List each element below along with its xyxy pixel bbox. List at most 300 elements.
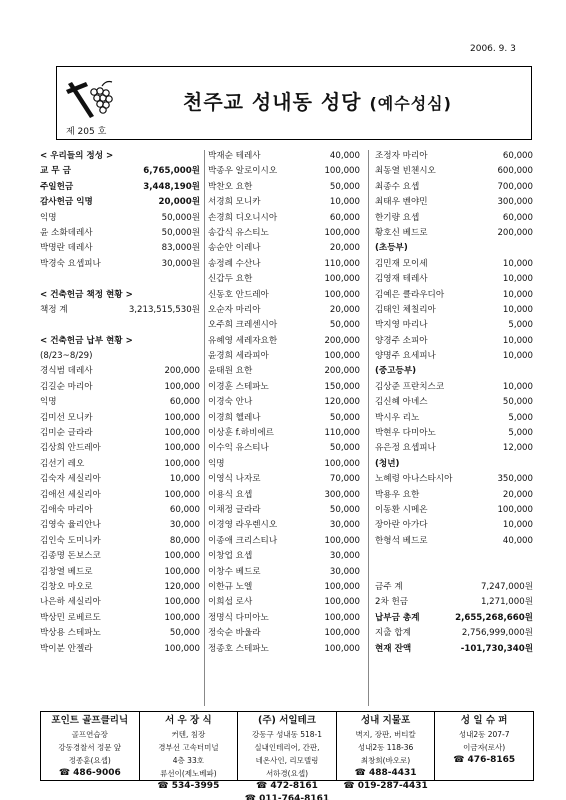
donation-amount: 200,000 (324, 335, 360, 346)
ad-detail: 네온사인, 리모델링 (255, 756, 319, 765)
column-left (40, 149, 200, 657)
donation-row (40, 411, 200, 426)
donation-amount: 10,000 (502, 351, 533, 362)
donation-amount: 3,213,515,530원 (128, 304, 200, 315)
donation-row (375, 503, 533, 518)
ad-business-name: 포인트 골프클리닉 (51, 715, 129, 726)
donor-name: < 우리들의 정성 > (40, 151, 114, 161)
donation-columns (40, 149, 540, 709)
donation-amount: 50,000 (329, 320, 360, 331)
donation-amount: 100,000 (497, 504, 533, 515)
donation-amount: 70,000 (329, 474, 360, 485)
donation-row (208, 626, 360, 641)
donation-row (375, 488, 533, 503)
donation-amount: 100,000 (164, 566, 200, 577)
donor-name: 박지영 마리나 (375, 320, 428, 331)
donor-name: 이영식 나자로 (208, 474, 261, 485)
donation-amount: 2,655,268,660원 (455, 612, 533, 623)
donor-name (40, 272, 200, 287)
donation-row (208, 318, 360, 333)
donor-name: 김상희 안드레아 (40, 443, 101, 454)
donor-name: 경식범 데레사 (40, 366, 93, 377)
donor-name (375, 549, 533, 564)
donor-name: 박명란 데레사 (40, 243, 93, 254)
donation-row (375, 211, 533, 226)
donation-amount: 100,000 (164, 428, 200, 439)
donation-row (208, 272, 360, 287)
donation-amount: 7,247,000원 (480, 581, 533, 592)
donor-name: 조정자 마리아 (375, 151, 428, 161)
donor-name: 박현우 다미아노 (375, 428, 436, 439)
ad-detail: 실내인테리어, 간판, (254, 743, 320, 752)
donation-row (40, 441, 200, 456)
ad-business-name: 서 우 장 식 (165, 715, 212, 726)
donor-name: 이창수 베드로 (208, 566, 261, 577)
donation-row (40, 164, 200, 179)
donation-row (208, 149, 360, 164)
donation-row (40, 395, 200, 410)
donation-row (40, 503, 200, 518)
donor-name: 책정 계 (40, 304, 68, 315)
donor-name: 박종우 알로이시오 (208, 166, 278, 177)
donation-amount: 5,000 (508, 320, 533, 331)
donor-name: 금주 계 (375, 581, 403, 592)
donor-name: 김미순 글라라 (40, 428, 93, 439)
donation-amount: 60,000 (329, 212, 360, 223)
donor-name: 윤태원 요한 (208, 366, 253, 377)
advertisement (337, 712, 436, 791)
donor-name: 최종수 요셉 (375, 181, 420, 192)
donation-amount: 10,000 (502, 381, 533, 392)
donation-amount: 60,000 (502, 151, 533, 161)
donor-name: 정숙순 바울라 (208, 628, 261, 639)
donation-amount: 100,000 (324, 166, 360, 177)
donor-name: 김민재 모이세 (375, 258, 428, 269)
donor-name: 익명 (40, 212, 57, 223)
column-right (375, 149, 533, 657)
parish-name: 천주교 성내동 성당 (183, 90, 362, 114)
ad-business-name: 성 일 슈 퍼 (460, 715, 508, 726)
donor-name: (8/23~8/29) (40, 351, 93, 362)
donation-row (40, 642, 200, 657)
donor-name: 송정례 수산나 (208, 258, 261, 269)
donation-amount: 10,000 (169, 474, 200, 485)
donation-row (208, 257, 360, 272)
ad-detail: 강동구 성내동 518-1 (251, 730, 322, 739)
donation-amount: 50,000원 (161, 212, 200, 223)
donation-amount: 10,000 (502, 258, 533, 269)
donation-amount: 100,000 (164, 597, 200, 608)
donation-row (375, 426, 533, 441)
donation-row (40, 318, 200, 333)
donation-amount: 300,000 (497, 197, 533, 208)
donation-amount: 100,000 (164, 489, 200, 500)
donation-amount: 100,000 (164, 381, 200, 392)
donation-amount: 100,000 (324, 227, 360, 238)
donation-amount: 50,000원 (161, 227, 200, 238)
donation-row (375, 364, 533, 379)
donation-amount: 1,271,000원 (480, 597, 533, 608)
donation-row (375, 257, 533, 272)
donor-name: 납부금 총계 (375, 612, 420, 623)
donor-name: 2차 헌금 (375, 597, 409, 608)
donation-row (40, 288, 200, 303)
ad-phone: ☎ 472-8161 (238, 780, 336, 793)
donor-name: 김상준 프란치스코 (375, 381, 445, 392)
donor-name: 김창오 마오로 (40, 581, 93, 592)
ad-phone: ☎ 488-4431 (337, 767, 435, 780)
donor-name: 이채정 글라라 (208, 504, 261, 515)
donation-amount: 300,000 (324, 489, 360, 500)
donation-row (208, 164, 360, 179)
donation-amount: 30,000원 (161, 258, 200, 269)
donation-row (375, 595, 533, 610)
ad-detail: 성내2동 207-7 (458, 730, 510, 739)
donation-row (208, 549, 360, 564)
donation-row (375, 349, 533, 364)
donation-amount: 20,000원 (158, 197, 200, 208)
donor-name: 한형석 베드로 (375, 535, 428, 546)
donor-name: < 건축헌금 납부 현황 > (40, 335, 133, 346)
donation-amount: 40,000 (502, 535, 533, 546)
donor-name: 이경희 헬레나 (208, 412, 261, 423)
donation-row (208, 349, 360, 364)
donor-name (375, 565, 533, 580)
donor-name: 현재 잔액 (375, 643, 412, 654)
page-title (183, 86, 452, 115)
donation-row (375, 518, 533, 533)
donor-name: 이희섭 로사 (208, 597, 253, 608)
donor-name: 한기량 요셉 (375, 212, 420, 223)
donation-row (40, 149, 200, 164)
donor-name: 김태인 체칠리아 (375, 304, 436, 315)
donation-row (40, 195, 200, 210)
donation-row (40, 580, 200, 595)
donor-name: 익명 (208, 458, 225, 469)
donation-row (375, 241, 533, 256)
donation-amount: 2,756,999,000원 (461, 628, 533, 639)
donation-amount: 50,000 (329, 504, 360, 515)
donation-amount: 20,000 (329, 243, 360, 254)
donor-name: 주일헌금 (40, 181, 74, 192)
donation-amount: 20,000 (329, 304, 360, 315)
donation-row (375, 288, 533, 303)
donation-row (375, 457, 533, 472)
donor-name: 송순안 이레나 (208, 243, 261, 254)
donor-name: < 건축헌금 책정 현황 > (40, 289, 133, 300)
donor-name: 박찬오 요한 (208, 181, 253, 192)
ad-phone: ☎ 476-8165 (435, 754, 533, 767)
donation-row (208, 595, 360, 610)
donation-row (208, 642, 360, 657)
donor-name: 최동열 빈첸시오 (375, 166, 436, 177)
ad-phone: ☎ 019-287-4431 (337, 780, 435, 793)
donation-amount: 50,000 (169, 628, 200, 639)
donor-name: 박용우 요한 (375, 489, 420, 500)
donation-row (208, 395, 360, 410)
donor-name: 정명식 다미아노 (208, 612, 269, 623)
donor-name: 교 무 금 (40, 166, 71, 177)
donor-name: 김애숙 마리아 (40, 504, 93, 515)
donation-amount: 5,000 (508, 412, 533, 423)
donation-row (375, 318, 533, 333)
donation-amount: 100,000 (164, 643, 200, 654)
ad-phone: ☎ 534-3995 (140, 780, 238, 793)
donation-amount: 50,000 (502, 397, 533, 408)
donor-name: 지출 합계 (375, 628, 411, 639)
donation-amount: 100,000 (324, 289, 360, 300)
donation-row (40, 549, 200, 564)
donation-row (375, 149, 533, 164)
donation-amount: 3,448,190원 (143, 181, 200, 192)
donor-name: 윤 소화데레사 (40, 227, 93, 238)
donation-row (40, 595, 200, 610)
donor-name: 노혜령 아나스타시아 (375, 474, 453, 485)
donation-row (40, 180, 200, 195)
donation-amount: 100,000 (324, 597, 360, 608)
donation-row (40, 488, 200, 503)
donation-row (208, 580, 360, 595)
donor-name: 최태우 벤야민 (375, 197, 428, 208)
donation-amount: 110,000 (324, 428, 360, 439)
donor-name: 신갑두 요한 (208, 274, 253, 285)
donation-row (375, 626, 533, 641)
donation-amount: 80,000 (169, 535, 200, 546)
donor-name: 유은정 요셉피나 (375, 443, 436, 454)
donor-name: 오순자 마리아 (208, 304, 261, 315)
donation-amount: 100,000 (324, 628, 360, 639)
donor-name: 이상훈 f.하비에르 (208, 428, 274, 439)
donation-row (40, 349, 200, 364)
donor-name: 박이분 안젤라 (40, 643, 93, 654)
advertisement (41, 712, 140, 780)
donation-row (375, 334, 533, 349)
donor-name: 서경희 모니카 (208, 197, 261, 208)
parish-subtitle: (예수성심) (369, 94, 452, 113)
donor-name: 김선기 레오 (40, 458, 85, 469)
donation-row (208, 241, 360, 256)
donation-row (375, 441, 533, 456)
donor-name: 이용식 요셉 (208, 489, 253, 500)
donation-row (375, 303, 533, 318)
donation-amount: 6,765,000원 (143, 166, 200, 177)
ad-detail: 서하경(요셉) (265, 769, 309, 778)
ad-detail: 4층 33호 (172, 756, 204, 765)
donation-amount: 12,000 (502, 443, 533, 454)
donor-name: 이경훈 스테파노 (208, 381, 269, 392)
donor-name: 박상용 스테파노 (40, 628, 101, 639)
donation-row (208, 180, 360, 195)
donation-amount: 10,000 (502, 520, 533, 531)
donor-name: 박경숙 요셉피나 (40, 258, 101, 269)
donation-row (40, 518, 200, 533)
ad-detail: 이금자(로사) (463, 743, 506, 752)
donation-amount: 30,000 (329, 520, 360, 531)
donation-amount: 150,000 (324, 381, 360, 392)
donor-name: (초등부) (375, 243, 408, 254)
donation-row (40, 534, 200, 549)
donor-name: 양경주 소피아 (375, 335, 428, 346)
donation-row (208, 472, 360, 487)
donation-row (208, 195, 360, 210)
donor-name: 김예은 클라우디아 (375, 289, 445, 300)
ad-detail: 최창희(바오로) (360, 756, 411, 765)
ad-detail: 성내2동 118-36 (357, 743, 414, 752)
donation-row (375, 611, 533, 626)
donor-name: 양명주 요세피나 (375, 351, 436, 362)
donation-row (208, 411, 360, 426)
donation-row (375, 534, 533, 549)
donor-name: 이동환 시메온 (375, 504, 428, 515)
ad-detail: 벽지, 장판, 버티칼 (355, 730, 416, 739)
donation-amount: 120,000 (164, 581, 200, 592)
donation-amount: 100,000 (324, 458, 360, 469)
donation-amount: 30,000 (329, 566, 360, 577)
donation-amount: 200,000 (497, 227, 533, 238)
donor-name: 이한규 노엘 (208, 581, 253, 592)
donation-amount: 100,000 (164, 412, 200, 423)
donation-amount: 10,000 (329, 197, 360, 208)
donation-amount: 100,000 (324, 351, 360, 362)
donation-row (375, 642, 533, 657)
donation-amount: 50,000 (329, 443, 360, 454)
donation-row (208, 334, 360, 349)
donation-row (208, 226, 360, 241)
donation-amount: 100,000 (324, 535, 360, 546)
donor-name: 김창열 베드로 (40, 566, 93, 577)
donor-name: 김애선 세실리아 (40, 489, 101, 500)
donation-row (375, 411, 533, 426)
donation-row (208, 211, 360, 226)
donation-row (375, 565, 533, 580)
donation-amount: 100,000 (164, 612, 200, 623)
donation-amount: 10,000 (502, 335, 533, 346)
donation-amount: 100,000 (164, 458, 200, 469)
donor-name: 유혜영 세레자요한 (208, 335, 278, 346)
donation-amount: 600,000 (497, 166, 533, 177)
donation-amount: 60,000 (169, 397, 200, 408)
donation-row (40, 211, 200, 226)
donation-row (208, 611, 360, 626)
donation-row (40, 303, 200, 318)
donor-name: 김인숙 도미니카 (40, 535, 101, 546)
donation-row (208, 303, 360, 318)
donation-row (40, 565, 200, 580)
donor-name: 신동호 안드레아 (208, 289, 269, 300)
donor-name: 김미선 모니카 (40, 412, 93, 423)
donation-row (40, 226, 200, 241)
issue-date: 2006. 9. 3 (470, 44, 516, 54)
donation-row (40, 257, 200, 272)
donation-row (40, 611, 200, 626)
donation-amount: 60,000 (502, 212, 533, 223)
donation-amount: 50,000 (329, 181, 360, 192)
donation-row (208, 488, 360, 503)
donation-row (375, 472, 533, 487)
donation-row (208, 380, 360, 395)
donor-name: 송갑식 유스티노 (208, 227, 269, 238)
donor-name: 나은하 세실리아 (40, 597, 101, 608)
donation-row (40, 364, 200, 379)
donation-amount: 100,000 (324, 643, 360, 654)
donation-row (40, 626, 200, 641)
donation-row (375, 380, 533, 395)
donation-row (208, 518, 360, 533)
donation-amount: 40,000 (329, 151, 360, 161)
advertisement (238, 712, 337, 800)
donation-amount: 100,000 (164, 443, 200, 454)
donation-row (375, 180, 533, 195)
donor-name: 박재순 테레사 (208, 151, 261, 161)
advertisement (435, 712, 533, 780)
church-logo-icon (64, 76, 118, 120)
donation-amount: 700,000 (497, 181, 533, 192)
donation-row (40, 272, 200, 287)
donation-row (208, 364, 360, 379)
donation-row (40, 241, 200, 256)
donor-name: 김영재 테레사 (375, 274, 428, 285)
column-middle (208, 149, 360, 657)
donor-name: 박시우 리노 (375, 412, 420, 423)
donation-row (375, 549, 533, 564)
ad-detail: 커텐, 침장 (171, 730, 206, 739)
donation-amount: 60,000 (169, 504, 200, 515)
donor-name: 김종명 돈보스코 (40, 551, 101, 562)
donation-row (208, 441, 360, 456)
donor-name: (중고등부) (375, 366, 417, 377)
donor-name: 이종애 크리스티나 (208, 535, 278, 546)
donation-amount: 110,000 (324, 258, 360, 269)
donor-name (40, 318, 200, 333)
donation-row (375, 195, 533, 210)
donor-name: 윤경희 세라피아 (208, 351, 269, 362)
donor-name: 김신혜 아녜스 (375, 397, 428, 408)
donation-row (40, 472, 200, 487)
ad-phone: ☎ 011-764-8161 (238, 793, 336, 800)
donor-name: 감사헌금 익명 (40, 197, 93, 208)
donation-row (208, 565, 360, 580)
donation-amount: 5,000 (508, 428, 533, 439)
donation-amount: 200,000 (164, 366, 200, 377)
donation-amount: 100,000 (324, 612, 360, 623)
donation-amount: 100,000 (324, 581, 360, 592)
ad-detail: 경부선 고속터미널 (158, 743, 219, 752)
donation-row (375, 226, 533, 241)
donation-row (208, 503, 360, 518)
donation-row (375, 395, 533, 410)
donation-row (375, 580, 533, 595)
ad-detail: 강동경찰서 정문 앞 (58, 743, 122, 752)
donation-row (208, 457, 360, 472)
donation-row (375, 164, 533, 179)
donor-name: 김영숙 율리안나 (40, 520, 101, 531)
donation-amount: 350,000 (497, 474, 533, 485)
donation-row (208, 534, 360, 549)
donor-name: 김길순 마리아 (40, 381, 93, 392)
donation-amount: 83,000원 (161, 243, 200, 254)
donation-amount: 20,000 (502, 489, 533, 500)
donor-name: 박상민 로베르도 (40, 612, 101, 623)
donation-amount: 10,000 (502, 304, 533, 315)
donor-name: 김숙자 세실리아 (40, 474, 101, 485)
donation-row (40, 426, 200, 441)
donor-name: 손경희 디오니시아 (208, 212, 278, 223)
ad-business-name: 성내 지물포 (360, 715, 411, 726)
ad-detail: 정종훈(요셉) (68, 756, 111, 765)
donor-name: 이수익 유스티나 (208, 443, 269, 454)
donor-name: 황호신 베드로 (375, 227, 428, 238)
donor-name: 이경영 라우렌시오 (208, 520, 278, 531)
